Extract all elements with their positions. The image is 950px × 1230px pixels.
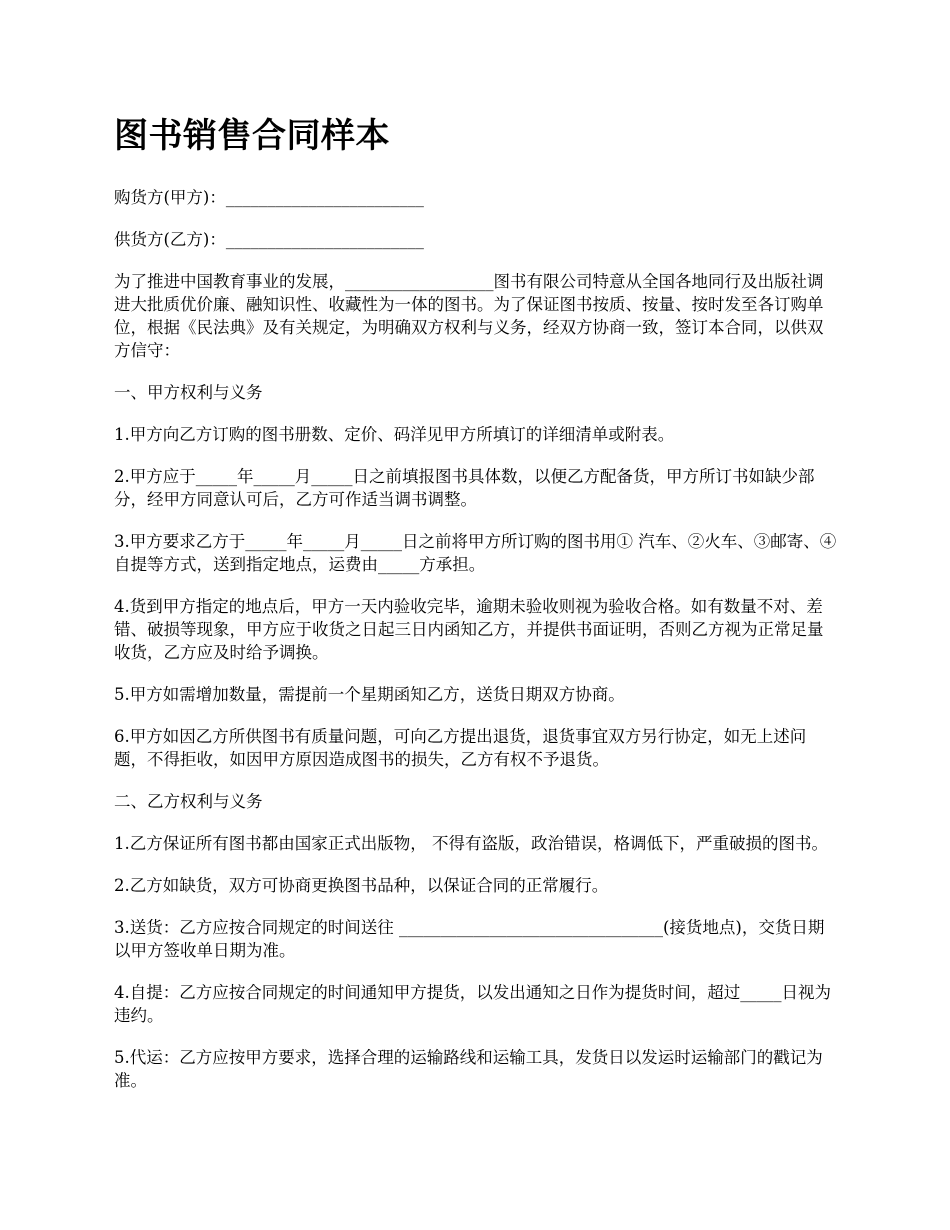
preamble-paragraph: 为了推进中国教育事业的发展，__________________图书有限公司特意从全国各地同行及出版社调进大批质优价廉、融知识性、收藏性为一体的图书。为了保证图书按质、按量、按时发至各订购单位，根据《民法典》及有关规定，为明确双方权利与义务，经双方协商一致，签订本合同，以供双方信守：	[114, 272, 824, 360]
document-title: 图书销售合同样本	[114, 116, 390, 156]
party-b-clause-2: 2.乙方如缺货，双方可协商更换图书品种，以保证合同的正常履行。	[114, 876, 609, 895]
party-a-clause-5: 5.甲方如需增加数量，需提前一个星期函知乙方，送货日期双方协商。	[114, 685, 625, 704]
section-heading-party-a: 一、甲方权利与义务	[114, 383, 263, 402]
party-b-clause-3: 3.送货：乙方应按合同规定的时间送往 ________________________________(接货地点)，交货日期以甲方签收单日期为准。	[114, 918, 825, 960]
party-a-clause-2: 2.甲方应于_____年_____月_____日之前填报图书具体数，以便乙方配备货，甲方所订书如缺少部分，经甲方同意认可后，乙方可作适当调书调整。	[114, 467, 815, 509]
party-a-clause-3: 3.甲方要求乙方于_____年_____月_____日之前将甲方所订购的图书用① 汽车、②火车、③邮寄、④自提等方式，送到指定地点，运费由_____方承担。	[114, 532, 837, 574]
party-a-clause-1: 1.甲方向乙方订购的图书册数、定价、码洋见甲方所填订的详细清单或附表。	[114, 425, 675, 444]
party-b-clause-4: 4.自提：乙方应按合同规定的时间通知甲方提货，以发出通知之日作为提货时间，超过_____日视为违约。	[114, 983, 831, 1025]
party-a-clause-4: 4.货到甲方指定的地点后，甲方一天内验收完毕，逾期未验收则视为验收合格。如有数量不对、差错、破损等现象，甲方应于收货之日起三日内函知乙方，并提供书面证明，否则乙方视为正常足量收货，乙方应及时给予调换。	[114, 597, 824, 662]
section-heading-party-b: 二、乙方权利与义务	[114, 792, 263, 811]
party-b-clause-5: 5.代运：乙方应按甲方要求，选择合理的运输路线和运输工具，发货日以发运时运输部门的戳记为准。	[114, 1048, 823, 1090]
buyer-party-line: 购货方(甲方)：________________________	[114, 188, 424, 207]
party-a-clause-6: 6.甲方如因乙方所供图书有质量问题，可向乙方提出退货，退货事宜双方另行协定，如无上述问题，不得拒收，如因甲方原因造成图书的损失，乙方有权不予退货。	[114, 727, 807, 769]
supplier-party-line: 供货方(乙方)：________________________	[114, 230, 424, 249]
party-b-clause-1: 1.乙方保证所有图书都由国家正式出版物， 不得有盗版，政治错误，格调低下，严重破损的图书。	[114, 834, 828, 853]
